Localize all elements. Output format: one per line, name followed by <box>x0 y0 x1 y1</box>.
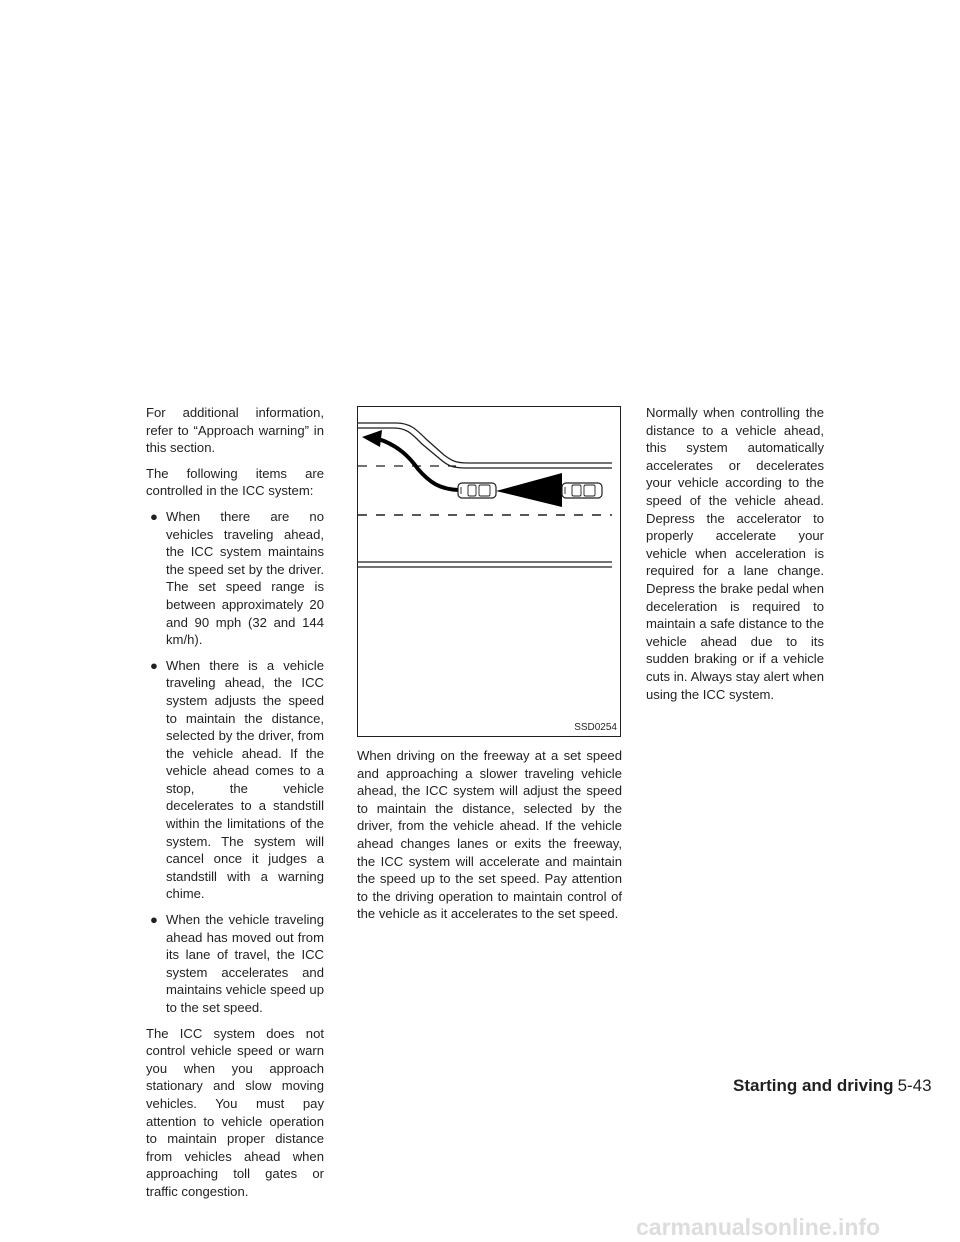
text-column-right <box>646 404 824 711</box>
list-item-text: When the vehicle traveling ahead has moved out from its lane of travel, the ICC system accelerates and maintains vehicle speed up to the set speed. <box>166 912 324 1015</box>
intro-paragraph: For additional information, refer to “Approach warning” in this section. <box>146 405 324 456</box>
freeway-lanes-drawing <box>358 407 620 736</box>
own-vehicle-icon <box>458 483 496 498</box>
text-column-left <box>146 404 324 1209</box>
controlled-items-list <box>146 508 324 1017</box>
list-item-text: When there are no vehicles traveling ahead, the ICC system maintains the speed set by the driver. The set speed range is between approximately 20 and 90 mph (32 and 144 km/h). <box>166 508 324 648</box>
list-item <box>146 508 324 649</box>
figure-code: SSD0254 <box>574 722 617 733</box>
watermark <box>630 1212 960 1242</box>
items-lead-paragraph: The following items are controlled in the ICC system: <box>146 465 324 499</box>
arrow-head-icon <box>362 430 382 447</box>
bullet-icon: ● <box>150 912 158 928</box>
list-item-text: When there is a vehicle traveling ahead, the ICC system adjusts the speed to maintain the distance, selected by the driver, from the vehicle ahead. If the vehicle ahead comes to a stop, the vehicle decelerates to a standstill within the limitations of the system. The system will cancel once it judges a standstill with a warning chime. <box>166 657 324 902</box>
page-number: 5-43 <box>897 1076 932 1095</box>
bullet-icon: ● <box>150 657 158 673</box>
section-title: Starting and driving <box>733 1076 894 1095</box>
lane-change-arrow <box>378 439 458 490</box>
vehicle-ahead-icon <box>562 483 602 498</box>
watermark-text: carmanualsonline.info <box>636 1214 881 1240</box>
distance-control-paragraph: Normally when controlling the distance to a vehicle ahead, this system automatically accelerates or decelerates your vehicle according to the speed of the vehicle ahead. Depress the accelerator to properly accelerate your vehicle when acceleration is required for a lane change. Depress the brake pedal when deceleration is required to maintain a safe distance to the vehicle ahead due to its sudden braking or if a vehicle cuts in. Always stay alert when using the ICC system. <box>646 405 824 702</box>
list-item <box>146 657 324 903</box>
freeway-paragraph: When driving on the freeway at a set speed and approaching a slower traveling vehicle ahead, the ICC system will adjust the speed to maintain the distance, selected by the driver, from the vehicle ahead. If the vehicle ahead changes lanes or exits the freeway, the ICC system will accelerate and maintain the speed up to the set speed. Pay attention to the driving operation to maintain control of the vehicle as it accelerates to the set speed. <box>357 748 622 922</box>
radar-beam <box>496 473 562 507</box>
bullet-icon: ● <box>150 508 158 524</box>
page-footer <box>733 1076 932 1096</box>
road-edge-upper <box>358 423 612 463</box>
text-column-middle <box>357 747 622 931</box>
list-item <box>146 911 324 1017</box>
freeway-illustration <box>357 406 621 737</box>
closing-paragraph: The ICC system does not control vehicle speed or warn you when you approach stationary and slow moving vehicles. You must pay attention to vehicle operation to maintain proper distance from vehicles ahead when approaching toll gates or traffic congestion. <box>146 1025 324 1199</box>
